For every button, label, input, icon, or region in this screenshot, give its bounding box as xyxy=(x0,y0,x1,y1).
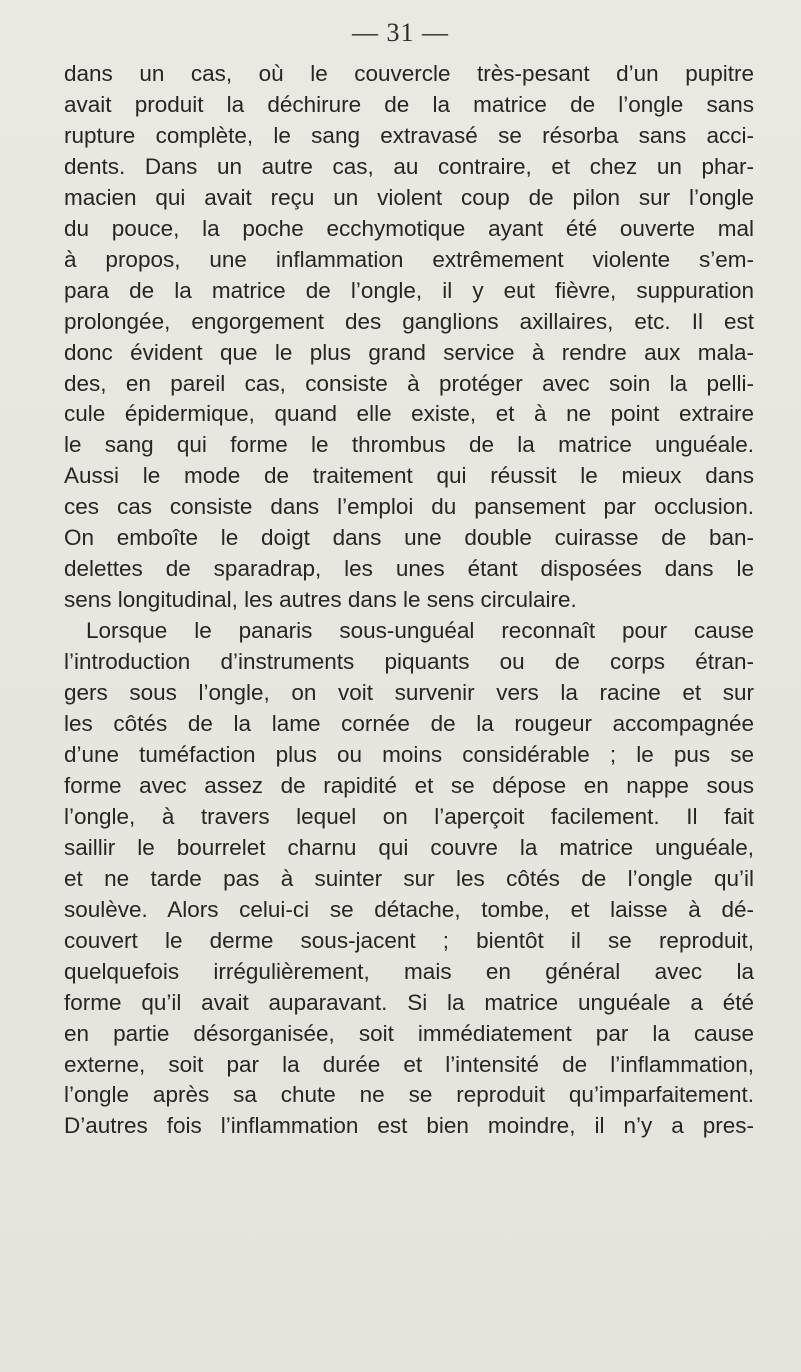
text-line: ces cas consiste dans l’emploi du pansement par occlusion. xyxy=(64,494,754,520)
text-line: les côtés de la lame cornée de la rougeur accompagnée xyxy=(64,711,754,737)
text-line: couvert le derme sous-jacent ; bientôt il se reproduit, xyxy=(64,927,754,953)
text-line: le sang qui forme le thrombus de la matrice unguéale. xyxy=(64,432,754,458)
text-line: d’une tuméfaction plus ou moins considérable ; le pus se xyxy=(64,741,754,767)
text-line: du pouce, la poche ecchymotique ayant été ouverte mal xyxy=(64,215,754,241)
text-line: forme avec assez de rapidité et se dépose en nappe sous xyxy=(64,772,754,798)
text-line: macien qui avait reçu un violent coup de pilon sur l’ongle xyxy=(64,184,754,210)
text-line: para de la matrice de l’ongle, il y eut fièvre, suppuration xyxy=(64,277,754,303)
text-line: Aussi le mode de traitement qui réussit le mieux dans xyxy=(64,463,754,489)
text-line: l’ongle, à travers lequel on l’aperçoit facilement. Il fait xyxy=(64,803,754,829)
text-line: On emboîte le doigt dans une double cuirasse de ban- xyxy=(64,525,754,551)
text-line: l’introduction d’instruments piquants ou de corps étran- xyxy=(64,649,754,675)
text-line: externe, soit par la durée et l’intensité de l’inflammation, xyxy=(64,1051,754,1077)
text-line: rupture complète, le sang extravasé se résorba sans acci- xyxy=(64,122,754,148)
text-line: sens longitudinal, les autres dans le sens circulaire. xyxy=(64,587,577,613)
text-line: à propos, une inflammation extrêmement violente s’em- xyxy=(64,246,754,272)
text-line: en partie désorganisée, soit immédiatement par la cause xyxy=(64,1020,754,1046)
page-number-header: — 31 — xyxy=(352,18,449,47)
text-line-paragraph-start: Lorsque le panaris sous-unguéal reconnaît pour cause xyxy=(86,618,754,644)
text-line: prolongée, engorgement des ganglions axillaires, etc. Il est xyxy=(64,308,754,334)
text-line: D’autres fois l’inflammation est bien moindre, il n’y a pres- xyxy=(64,1113,754,1139)
text-line: dents. Dans un autre cas, au contraire, et chez un phar- xyxy=(64,153,754,179)
text-line: delettes de sparadrap, les unes étant disposées dans le xyxy=(64,556,754,582)
text-line: soulève. Alors celui-ci se détache, tombe, et laisse à dé- xyxy=(64,896,754,922)
text-line: des, en pareil cas, consiste à protéger avec soin la pelli- xyxy=(64,370,754,396)
text-line: cule épidermique, quand elle existe, et à ne point extraire xyxy=(64,401,754,427)
text-line: avait produit la déchirure de la matrice de l’ongle sans xyxy=(64,91,754,117)
text-line: gers sous l’ongle, on voit survenir vers la racine et sur xyxy=(64,680,754,706)
text-line: et ne tarde pas à suinter sur les côtés de l’ongle qu’il xyxy=(64,865,754,891)
text-line: dans un cas, où le couvercle très-pesant d’un pupitre xyxy=(64,61,754,86)
page-body-text xyxy=(64,59,754,1142)
text-line: quelquefois irrégulièrement, mais en général avec la xyxy=(64,958,754,984)
text-line: forme qu’il avait auparavant. Si la matrice unguéale a été xyxy=(64,989,754,1015)
text-line: saillir le bourrelet charnu qui couvre la matrice unguéale, xyxy=(64,834,754,860)
text-line: donc évident que le plus grand service à rendre aux mala- xyxy=(64,339,754,365)
text-line: l’ongle après sa chute ne se reproduit qu’imparfaitement. xyxy=(64,1082,754,1108)
